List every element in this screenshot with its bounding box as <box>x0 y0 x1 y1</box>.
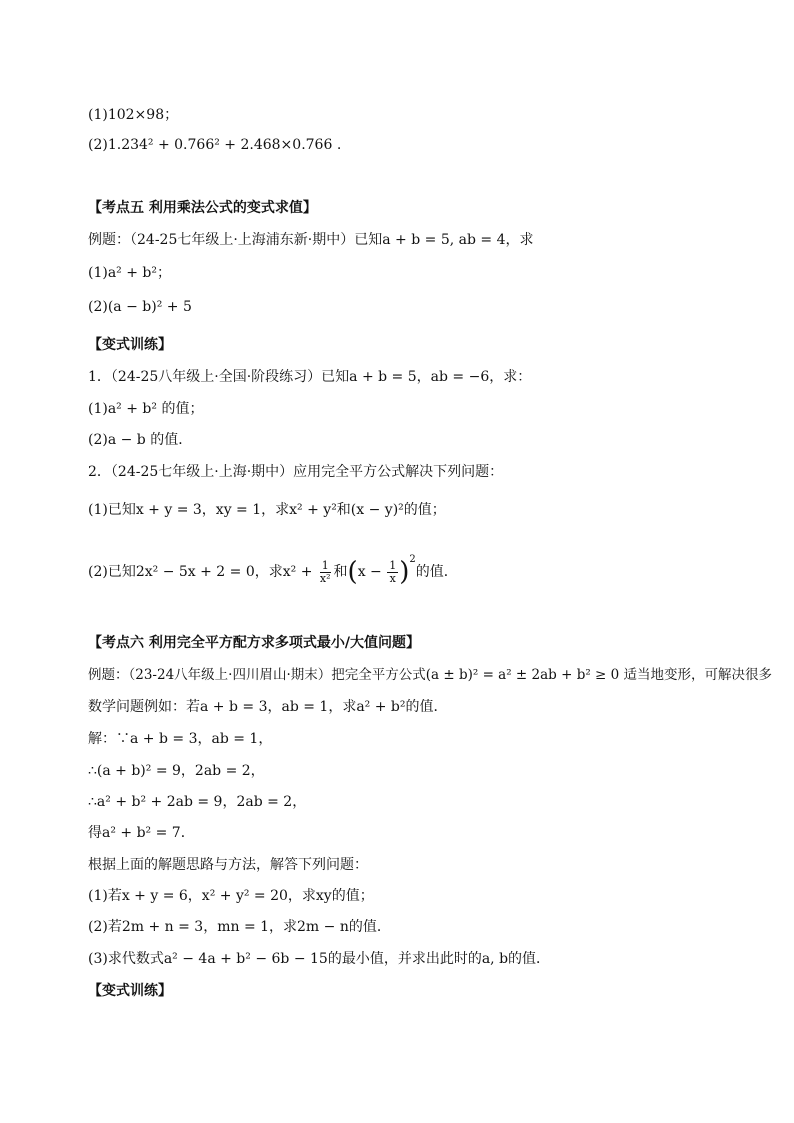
section-heading-5: 【考点五 利用乘法公式的变式求值】 <box>88 200 317 216</box>
solution-line-1: 解：∵a + b = 3，ab = 1， <box>88 731 273 747</box>
fraction-numerator: 1 <box>321 558 329 572</box>
line-1: (1)102×98； <box>88 107 179 123</box>
fraction-1-over-x <box>387 560 398 585</box>
variant-training-heading-2: 【变式训练】 <box>88 983 172 999</box>
paren-open: ( <box>347 557 358 587</box>
fraction-numerator: 1 <box>389 558 397 572</box>
exercise-2: 2．（24-25七年级上·上海·期中）应用完全平方公式解决下列问题： <box>88 464 504 480</box>
example-6-cont: 数学问题例如：若a + b = 3，ab = 1，求a² + b²的值． <box>88 699 448 715</box>
example-6-q1: (1)若x + y = 6，x² + y² = 20，求xy的值； <box>88 888 374 904</box>
example-5-q2: (2)(a − b)² + 5 <box>88 299 192 315</box>
line-2: (2)1.234² + 0.766² + 2.468×0.766 . <box>88 137 342 153</box>
example-6-q3: (3)求代数式a² − 4a + b² − 6b − 15的最小值，并求出此时的a, b的值． <box>88 951 551 967</box>
exercise-1-q2: (2)a − b 的值． <box>88 432 193 448</box>
exercise-2-q1: (1)已知x + y = 3，xy = 1，求x² + y²和(x − y)²的值； <box>88 502 446 518</box>
section-heading-6: 【考点六 利用完全平方配方求多项式最小/大值问题】 <box>88 635 420 651</box>
paren-close: ) <box>399 557 410 587</box>
exercise-1: 1．（24-25八年级上·全国·阶段练习）已知a + b = 5，ab = −6，求： <box>88 369 532 385</box>
q2-suffix: 的值． <box>415 564 458 580</box>
exercise-1-q1: (1)a² + b² 的值； <box>88 401 204 417</box>
solution-line-3: ∴a² + b² + 2ab = 9，2ab = 2， <box>88 794 307 810</box>
example-5-q1: (1)a² + b²； <box>88 265 171 281</box>
solution-line-4: 得a² + b² = 7． <box>88 825 195 841</box>
exercise-2-q2 <box>88 550 458 585</box>
fraction-1-over-x-squared <box>318 560 333 585</box>
q2-mid: 和 <box>333 564 348 580</box>
instruction: 根据上面的解题思路与方法，解答下列问题： <box>88 857 368 873</box>
q2-prefix: (2)已知2x² − 5x + 2 = 0，求x² + <box>88 564 317 580</box>
example-5: 例题：（24-25七年级上·上海浦东新·期中）已知a + b = 5, ab = 4，求 <box>88 232 534 248</box>
variant-training-heading-1: 【变式训练】 <box>88 337 172 353</box>
example-6-q2: (2)若2m + n = 3，mn = 1，求2m − n的值． <box>88 919 391 935</box>
fraction-denominator: x² <box>319 571 331 585</box>
solution-line-2: ∴(a + b)² = 9，2ab = 2， <box>88 763 265 779</box>
fraction-denominator: x <box>389 571 396 585</box>
example-6: 例题：（23-24八年级上·四川眉山·期末）把完全平方公式(a ± b)² = a² ± 2ab + b² ≥ 0 适当地变形，可解决很多 <box>88 667 773 683</box>
exponent: 2 <box>409 554 416 565</box>
q2-inner: x − <box>357 564 387 580</box>
